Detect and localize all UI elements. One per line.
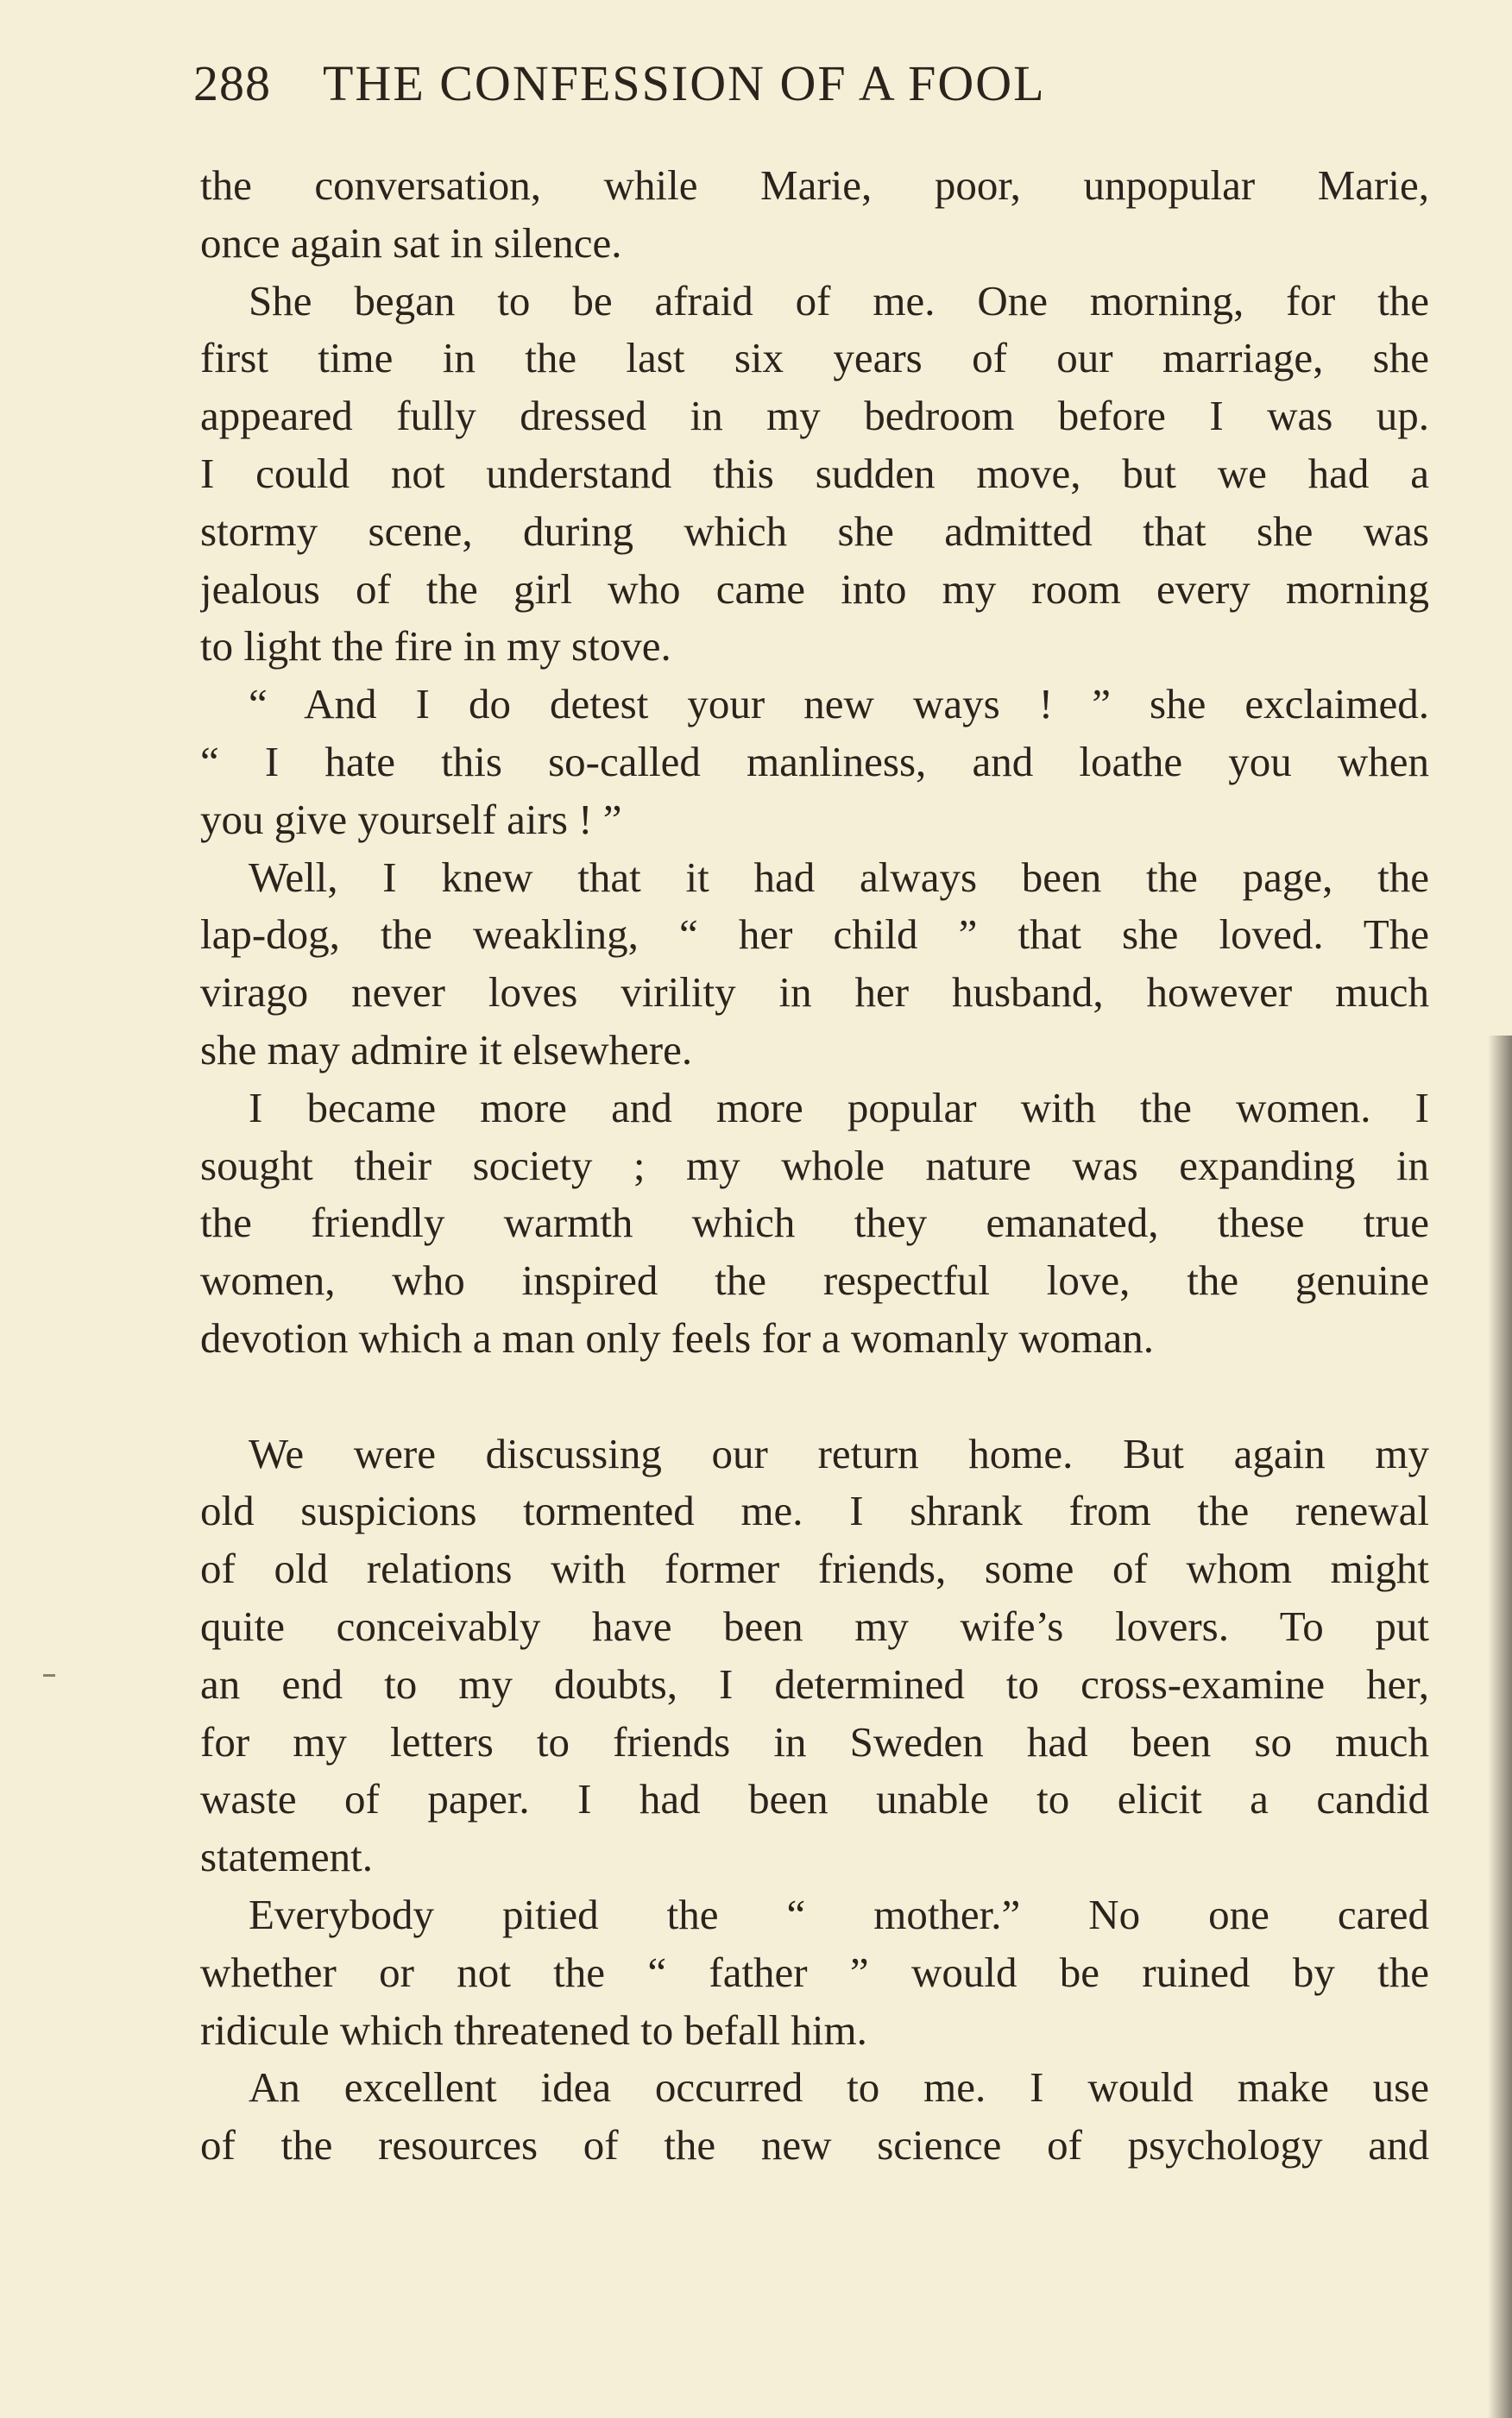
text-line: devotion which a man only feels for a womanly woman. xyxy=(200,1313,1154,1362)
paragraph xyxy=(200,157,1429,273)
text-line: Well, I knew that it had always been the page, the xyxy=(249,853,1429,901)
text-line: I could not understand this sudden move, but we had a xyxy=(200,449,1429,497)
text-line: jealous of the girl who came into my room every morning xyxy=(200,564,1429,613)
text-line: whether or not the “ father ” would be ruined by the xyxy=(200,1948,1429,1996)
text-line: once again sat in silence. xyxy=(200,218,622,267)
text-line: We were discussing our return home. But again my xyxy=(249,1429,1429,1477)
text-line: waste of paper. I had been unable to elicit a candid xyxy=(200,1775,1429,1823)
paragraph xyxy=(200,1886,1429,2059)
text-line: old suspicions tormented me. I shrank from the renewal xyxy=(200,1487,1429,1535)
paragraph xyxy=(200,1426,1429,1886)
page-number: 288 xyxy=(193,55,271,111)
book-title: THE CONFESSION OF A FOOL xyxy=(323,55,1046,111)
paragraph xyxy=(200,2059,1429,2175)
text-line: I became more and more popular with the women. I xyxy=(249,1083,1429,1131)
running-head xyxy=(193,54,1419,114)
text-line: women, who inspired the respectful love, the genuine xyxy=(200,1256,1429,1305)
text-line: stormy scene, during which she admitted that she was xyxy=(200,507,1429,555)
text-line: you give yourself airs ! ” xyxy=(200,795,622,843)
text-line: appeared fully dressed in my bedroom before I was up. xyxy=(200,392,1429,440)
text-line: An excellent idea occurred to me. I would make use xyxy=(249,2063,1429,2112)
text-line: statement. xyxy=(200,1833,374,1881)
page-edge-shadow xyxy=(1488,1036,1512,2418)
text-line: she may admire it elsewhere. xyxy=(200,1025,693,1074)
text-line: first time in the last six years of our marriage, she xyxy=(200,334,1429,382)
section-break xyxy=(200,1368,1429,1426)
text-line: of the resources of the new science of psychology and xyxy=(200,2121,1429,2169)
text-line: an end to my doubts, I determined to cross-examine her, xyxy=(200,1659,1429,1708)
text-line: “ I hate this so-called manliness, and loathe you when xyxy=(200,737,1429,785)
text-line: ridicule which threatened to befall him. xyxy=(200,2006,867,2054)
text-line: virago never loves virility in her husband, however much xyxy=(200,968,1429,1017)
text-line: of old relations with former friends, some of whom might xyxy=(200,1545,1429,1593)
text-line: for my letters to friends in Sweden had been so much xyxy=(200,1717,1429,1766)
paragraph xyxy=(200,1080,1429,1368)
text-line: to light the fire in my stove. xyxy=(200,622,671,671)
margin-mark xyxy=(43,1674,55,1677)
text-line: quite conceivably have been my wife’s lovers. To put xyxy=(200,1602,1429,1650)
text-line: the conversation, while Marie, poor, unpopular Marie, xyxy=(200,161,1429,209)
text-line: the friendly warmth which they emanated, these true xyxy=(200,1199,1429,1247)
text-line: lap-dog, the weakling, “ her child ” that she loved. The xyxy=(200,910,1429,959)
text-line: “ And I do detest your new ways ! ” she exclaimed. xyxy=(249,680,1429,728)
text-line: sought their society ; my whole nature was expanding in xyxy=(200,1141,1429,1189)
text-line: She began to be afraid of me. One morning, for the xyxy=(249,276,1429,324)
text-line: Everybody pitied the “ mother.” No one cared xyxy=(249,1890,1429,1938)
paragraph xyxy=(200,849,1429,1080)
paragraph xyxy=(200,676,1429,848)
body-text xyxy=(200,157,1429,2175)
paragraph xyxy=(200,273,1429,677)
